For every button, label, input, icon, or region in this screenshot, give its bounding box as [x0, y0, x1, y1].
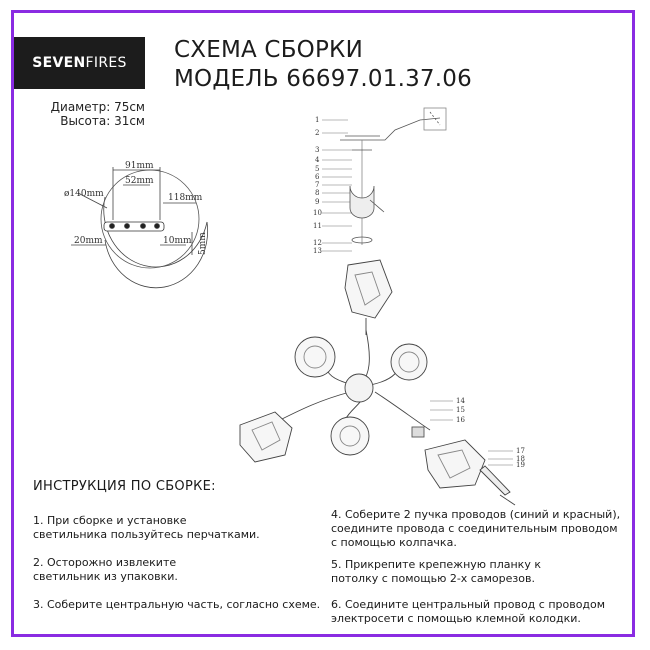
part-15: 15	[456, 406, 465, 414]
instruction-step-3: 3. Соберите центральную часть, согласно схеме.	[33, 598, 321, 611]
part-1: 1	[315, 116, 320, 124]
dim-20: 20mm	[74, 236, 103, 246]
height-text: Высота: 31см	[60, 114, 145, 128]
dim-52: 52mm	[125, 176, 154, 186]
part-7: 7	[315, 181, 320, 189]
part-8: 8	[315, 189, 320, 197]
instruction-step-6: 6. Соедините центральный провод с проводом электросети с помощью клемной колодки.	[331, 598, 606, 625]
part-14: 14	[456, 397, 465, 405]
instruction-step-2: 2. Осторожно извлеките светильник из упаковки.	[33, 556, 178, 583]
part-2: 2	[315, 129, 320, 137]
part-11: 11	[313, 222, 322, 230]
brand-logo	[14, 37, 145, 89]
logo-bold-text: SEVEN	[32, 55, 86, 71]
dim-91: 91mm	[125, 161, 154, 171]
part-13: 13	[313, 247, 322, 255]
page-title	[174, 36, 472, 94]
instruction-step-1: 1. При сборке и установке светильника пользуйтесь перчатками.	[33, 514, 260, 541]
part-6: 6	[315, 173, 320, 181]
dim-10: 10mm	[163, 236, 192, 246]
part-5: 5	[315, 165, 320, 173]
dim-140: ø140mm	[64, 189, 104, 199]
part-4: 4	[315, 156, 320, 164]
diameter-text: Диаметр: 75см	[50, 100, 145, 114]
part-3: 3	[315, 146, 320, 154]
title-line-2: МОДЕЛЬ 66697.01.37.06	[174, 66, 472, 92]
logo-light-text: FIRES	[85, 55, 127, 71]
instruction-step-5: 5. Прикрепите крепежную планку к потолку с помощью 2-х саморезов.	[331, 558, 541, 585]
part-18: 18	[516, 455, 525, 463]
dim-118: 118mm	[168, 193, 203, 203]
title-line-1: СХЕМА СБОРКИ	[174, 37, 363, 63]
part-16: 16	[456, 416, 465, 424]
dim-5: 5mm	[198, 232, 208, 255]
part-19: 19	[516, 461, 525, 469]
part-10: 10	[313, 209, 322, 217]
part-12: 12	[313, 239, 322, 247]
instructions-heading: ИНСТРУКЦИЯ ПО СБОРКЕ:	[33, 479, 216, 494]
part-9: 9	[315, 198, 320, 206]
part-17: 17	[516, 447, 525, 455]
dimensions-block	[20, 100, 145, 128]
instruction-step-4: 4. Соберите 2 пучка проводов (синий и красный), соедините провода с соединительным проводом с помощью колпачка.	[331, 508, 621, 549]
